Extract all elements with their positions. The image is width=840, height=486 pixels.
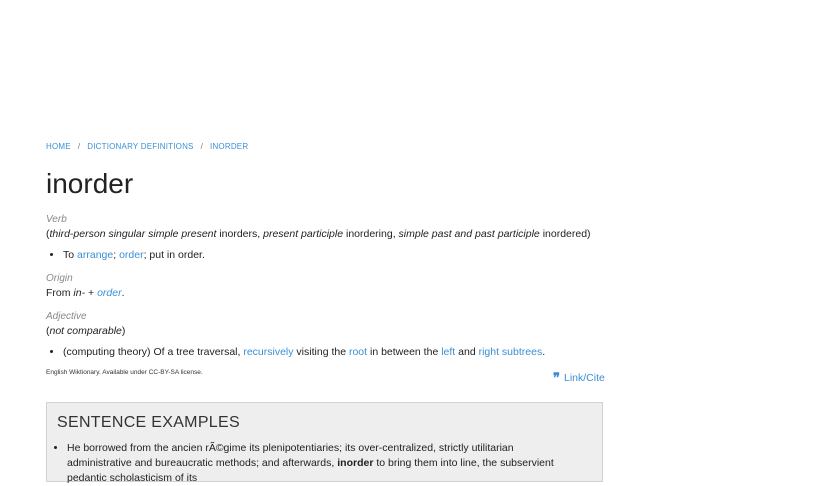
sentence-examples-list xyxy=(57,441,577,486)
origin-prefix-morpheme: in- xyxy=(73,287,86,299)
verb-definitions xyxy=(46,248,606,263)
def-text: in between the xyxy=(367,346,442,358)
not-comparable-label: not comparable xyxy=(49,325,122,337)
quote-icon: ❞ xyxy=(553,370,560,385)
sentence-examples-panel xyxy=(46,402,603,482)
breadcrumb-home-link[interactable]: HOME xyxy=(46,142,71,151)
attribution-note: English Wiktionary. Available under CC-BY-SA license. xyxy=(46,369,203,376)
def-text: (computing theory) Of a tree traversal, xyxy=(63,346,244,358)
definition-content xyxy=(46,212,606,368)
paren: ) xyxy=(121,325,126,337)
order-link[interactable]: order xyxy=(119,249,144,261)
origin-label: Origin xyxy=(46,273,73,284)
paren: ( xyxy=(46,325,50,337)
breadcrumb xyxy=(46,142,248,151)
adjective-pos-label: Adjective xyxy=(46,311,87,322)
adjective-definition-item xyxy=(63,345,606,360)
pp-label: present participle xyxy=(263,228,344,240)
sentence-example-item xyxy=(67,441,577,486)
arrange-link[interactable]: arrange xyxy=(77,249,114,261)
paren: ( xyxy=(46,228,50,240)
example-text: to bring them into line, the subservient pedantic scholasticism of its xyxy=(67,457,554,484)
link-cite-button[interactable] xyxy=(553,372,605,384)
origin-end: . xyxy=(121,287,125,299)
verb-inflections xyxy=(46,227,606,242)
origin-text xyxy=(46,286,606,301)
breadcrumb-current-link[interactable]: INORDER xyxy=(210,142,249,151)
breadcrumb-separator: / xyxy=(77,142,81,151)
left-link[interactable]: left xyxy=(441,346,456,358)
origin-order-link[interactable]: order xyxy=(97,287,122,299)
def-text: . xyxy=(542,346,546,358)
origin-prefix: From xyxy=(46,287,74,299)
right-subtrees-link[interactable]: right subtrees xyxy=(478,346,543,358)
breadcrumb-separator: / xyxy=(200,142,204,151)
link-cite-label: Link/Cite xyxy=(564,372,605,384)
example-highlight: inorder xyxy=(337,457,374,469)
def-text: To xyxy=(63,249,78,261)
tps-form: inorders, xyxy=(216,228,264,240)
verb-pos-label: Verb xyxy=(46,214,67,225)
example-text: He borrowed from the ancien rÃ©gime its plenipotentiaries; its over-centralized, strictly utilitarian administrative and bureaucratic methods; and afterwards, xyxy=(67,442,514,469)
breadcrumb-dictionary-definitions-link[interactable]: DICTIONARY DEFINITIONS xyxy=(87,142,194,151)
recursively-link[interactable]: recursively xyxy=(243,346,294,358)
past-form: inordered) xyxy=(539,228,591,240)
past-label: simple past and past participle xyxy=(398,228,540,240)
def-text: visiting the xyxy=(293,346,349,358)
adjective-definitions xyxy=(46,345,606,360)
def-text: ; xyxy=(113,249,120,261)
verb-definition-item xyxy=(63,248,606,263)
adjective-note xyxy=(46,324,606,339)
sentence-examples-heading: SENTENCE EXAMPLES xyxy=(57,414,240,431)
root-link[interactable]: root xyxy=(348,346,368,358)
def-text: and xyxy=(455,346,479,358)
tps-label: third-person singular simple present xyxy=(49,228,217,240)
def-text: ; put in order. xyxy=(143,249,205,261)
page-title: inorder xyxy=(46,168,134,199)
origin-plus: + xyxy=(85,287,98,299)
pp-form: inordering, xyxy=(343,228,399,240)
